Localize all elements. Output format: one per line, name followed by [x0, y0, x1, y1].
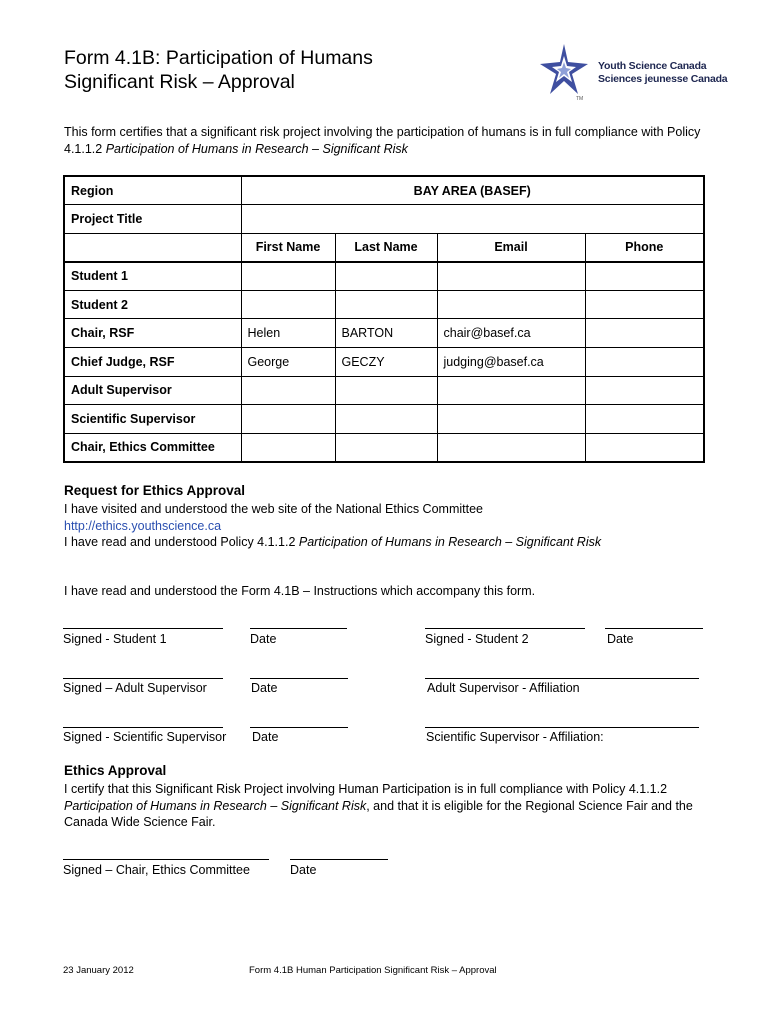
intro-policy-title: Participation of Humans in Research – Significant Risk [105, 142, 408, 156]
trademark-mark: TM [576, 96, 584, 102]
region-row [64, 176, 704, 205]
footer-form-title: Form 4.1B Human Participation Significant Risk – Approval [249, 965, 497, 976]
request-paragraph [64, 501, 714, 551]
signature-line-student-1[interactable] [63, 628, 223, 629]
intro-text: This form certifies that a significant risk project involving the participation of humans is in full compliance with Policy 4.1.1.2 [64, 125, 701, 156]
intro-paragraph [64, 124, 714, 158]
phone-cell[interactable] [585, 376, 704, 405]
ethics-text-a: I certify that this Significant Risk Project involving Human Participation is in full compliance with Policy 4.1.1.2 [64, 782, 668, 796]
signed-student-1-label: Signed - Student 1 [63, 632, 167, 646]
signed-ethics-chair-label: Signed – Chair, Ethics Committee [63, 863, 250, 877]
project-title-label: Project Title [64, 205, 241, 234]
date-line-scientific-supervisor[interactable] [250, 727, 348, 728]
email-cell[interactable] [437, 262, 585, 291]
scientific-supervisor-affiliation-label: Scientific Supervisor - Affiliation: [426, 730, 604, 744]
date-line-adult-supervisor[interactable] [250, 678, 348, 679]
date-label: Date [290, 863, 317, 877]
table-row [64, 319, 704, 348]
affiliation-line-scientific-supervisor[interactable] [425, 727, 699, 728]
email-cell[interactable] [437, 376, 585, 405]
date-line-ethics-chair[interactable] [290, 859, 388, 860]
signed-scientific-supervisor-label: Signed - Scientific Supervisor [63, 730, 227, 744]
star-logo-icon [538, 42, 594, 104]
title-line-2: Significant Risk – Approval [64, 71, 295, 93]
page-title [64, 46, 373, 94]
last-name-cell[interactable] [335, 433, 437, 462]
last-name-cell[interactable]: GECZY [335, 348, 437, 377]
region-label: Region [64, 176, 241, 205]
last-name-cell[interactable] [335, 376, 437, 405]
project-title-field[interactable] [241, 205, 704, 234]
table-row [64, 290, 704, 319]
phone-cell[interactable] [585, 348, 704, 377]
region-value[interactable]: BAY AREA (BASEF) [241, 176, 704, 205]
date-label: Date [607, 632, 634, 646]
email-cell[interactable]: judging@basef.ca [437, 348, 585, 377]
affiliation-line-adult-supervisor[interactable] [425, 678, 699, 679]
first-name-cell[interactable]: Helen [241, 319, 335, 348]
email-cell[interactable]: chair@basef.ca [437, 319, 585, 348]
row-label: Student 2 [64, 290, 241, 319]
email-cell[interactable] [437, 290, 585, 319]
footer-date: 23 January 2012 [63, 965, 134, 976]
first-name-cell[interactable] [241, 433, 335, 462]
table-row [64, 348, 704, 377]
col-first-name: First Name [241, 233, 335, 262]
logo-line-1: Youth Science Canada [598, 60, 707, 72]
date-label: Date [250, 632, 277, 646]
phone-cell[interactable] [585, 433, 704, 462]
ethics-text-b: , and that it is eligible for the Regional Science Fair and the Canada Wide Science Fair. [64, 798, 693, 829]
col-email: Email [437, 233, 585, 262]
first-name-cell[interactable]: George [241, 348, 335, 377]
ethics-website-link[interactable]: http://ethics.youthscience.ca [64, 518, 222, 533]
blank-header-cell [64, 233, 241, 262]
email-cell[interactable] [437, 433, 585, 462]
row-label: Student 1 [64, 262, 241, 291]
request-heading: Request for Ethics Approval [64, 483, 246, 498]
row-label: Chief Judge, RSF [64, 348, 241, 377]
logo-text [598, 60, 727, 86]
col-last-name: Last Name [335, 233, 437, 262]
row-label: Chair, Ethics Committee [64, 433, 241, 462]
date-label: Date [252, 730, 279, 744]
ethics-approval-heading: Ethics Approval [64, 763, 167, 778]
youth-science-canada-logo [538, 42, 728, 104]
table-row [64, 262, 704, 291]
column-header-row [64, 233, 704, 262]
table-row [64, 405, 704, 434]
row-label: Chair, RSF [64, 319, 241, 348]
date-line-student-2[interactable] [605, 628, 703, 629]
participants-table [63, 175, 705, 463]
request-line-1: I have visited and understood the web site of the National Ethics Committee [64, 502, 483, 516]
row-label: Adult Supervisor [64, 376, 241, 405]
first-name-cell[interactable] [241, 376, 335, 405]
phone-cell[interactable] [585, 290, 704, 319]
ethics-policy-title: Participation of Humans in Research – Significant Risk [64, 798, 367, 813]
request-line-4: I have read and understood the Form 4.1B – Instructions which accompany this form. [64, 584, 536, 598]
date-label: Date [251, 681, 278, 695]
table-row [64, 433, 704, 462]
signed-student-2-label: Signed - Student 2 [425, 632, 529, 646]
request-line-3-policy: Participation of Humans in Research – Significant Risk [298, 535, 602, 549]
signature-line-student-2[interactable] [425, 628, 585, 629]
row-label: Scientific Supervisor [64, 405, 241, 434]
last-name-cell[interactable] [335, 290, 437, 319]
request-line-3 [64, 534, 714, 551]
signed-adult-supervisor-label: Signed – Adult Supervisor [63, 681, 207, 695]
first-name-cell[interactable] [241, 405, 335, 434]
phone-cell[interactable] [585, 405, 704, 434]
first-name-cell[interactable] [241, 262, 335, 291]
adult-supervisor-affiliation-label: Adult Supervisor - Affiliation [427, 681, 580, 695]
email-cell[interactable] [437, 405, 585, 434]
date-line-student-1[interactable] [250, 628, 347, 629]
last-name-cell[interactable] [335, 262, 437, 291]
table-row [64, 376, 704, 405]
logo-line-2: Sciences jeunesse Canada [598, 73, 728, 85]
first-name-cell[interactable] [241, 290, 335, 319]
ethics-approval-paragraph [64, 781, 704, 831]
col-phone: Phone [585, 233, 704, 262]
phone-cell[interactable] [585, 262, 704, 291]
request-line-3-text: I have read and understood Policy 4.1.1.2 [64, 535, 299, 549]
title-line-1: Form 4.1B: Participation of Humans [64, 47, 373, 69]
signature-line-ethics-chair[interactable] [63, 859, 269, 860]
project-title-row [64, 205, 704, 234]
signature-line-scientific-supervisor[interactable] [63, 727, 223, 728]
last-name-cell[interactable]: BARTON [335, 319, 437, 348]
last-name-cell[interactable] [335, 405, 437, 434]
phone-cell[interactable] [585, 319, 704, 348]
signature-line-adult-supervisor[interactable] [63, 678, 223, 679]
